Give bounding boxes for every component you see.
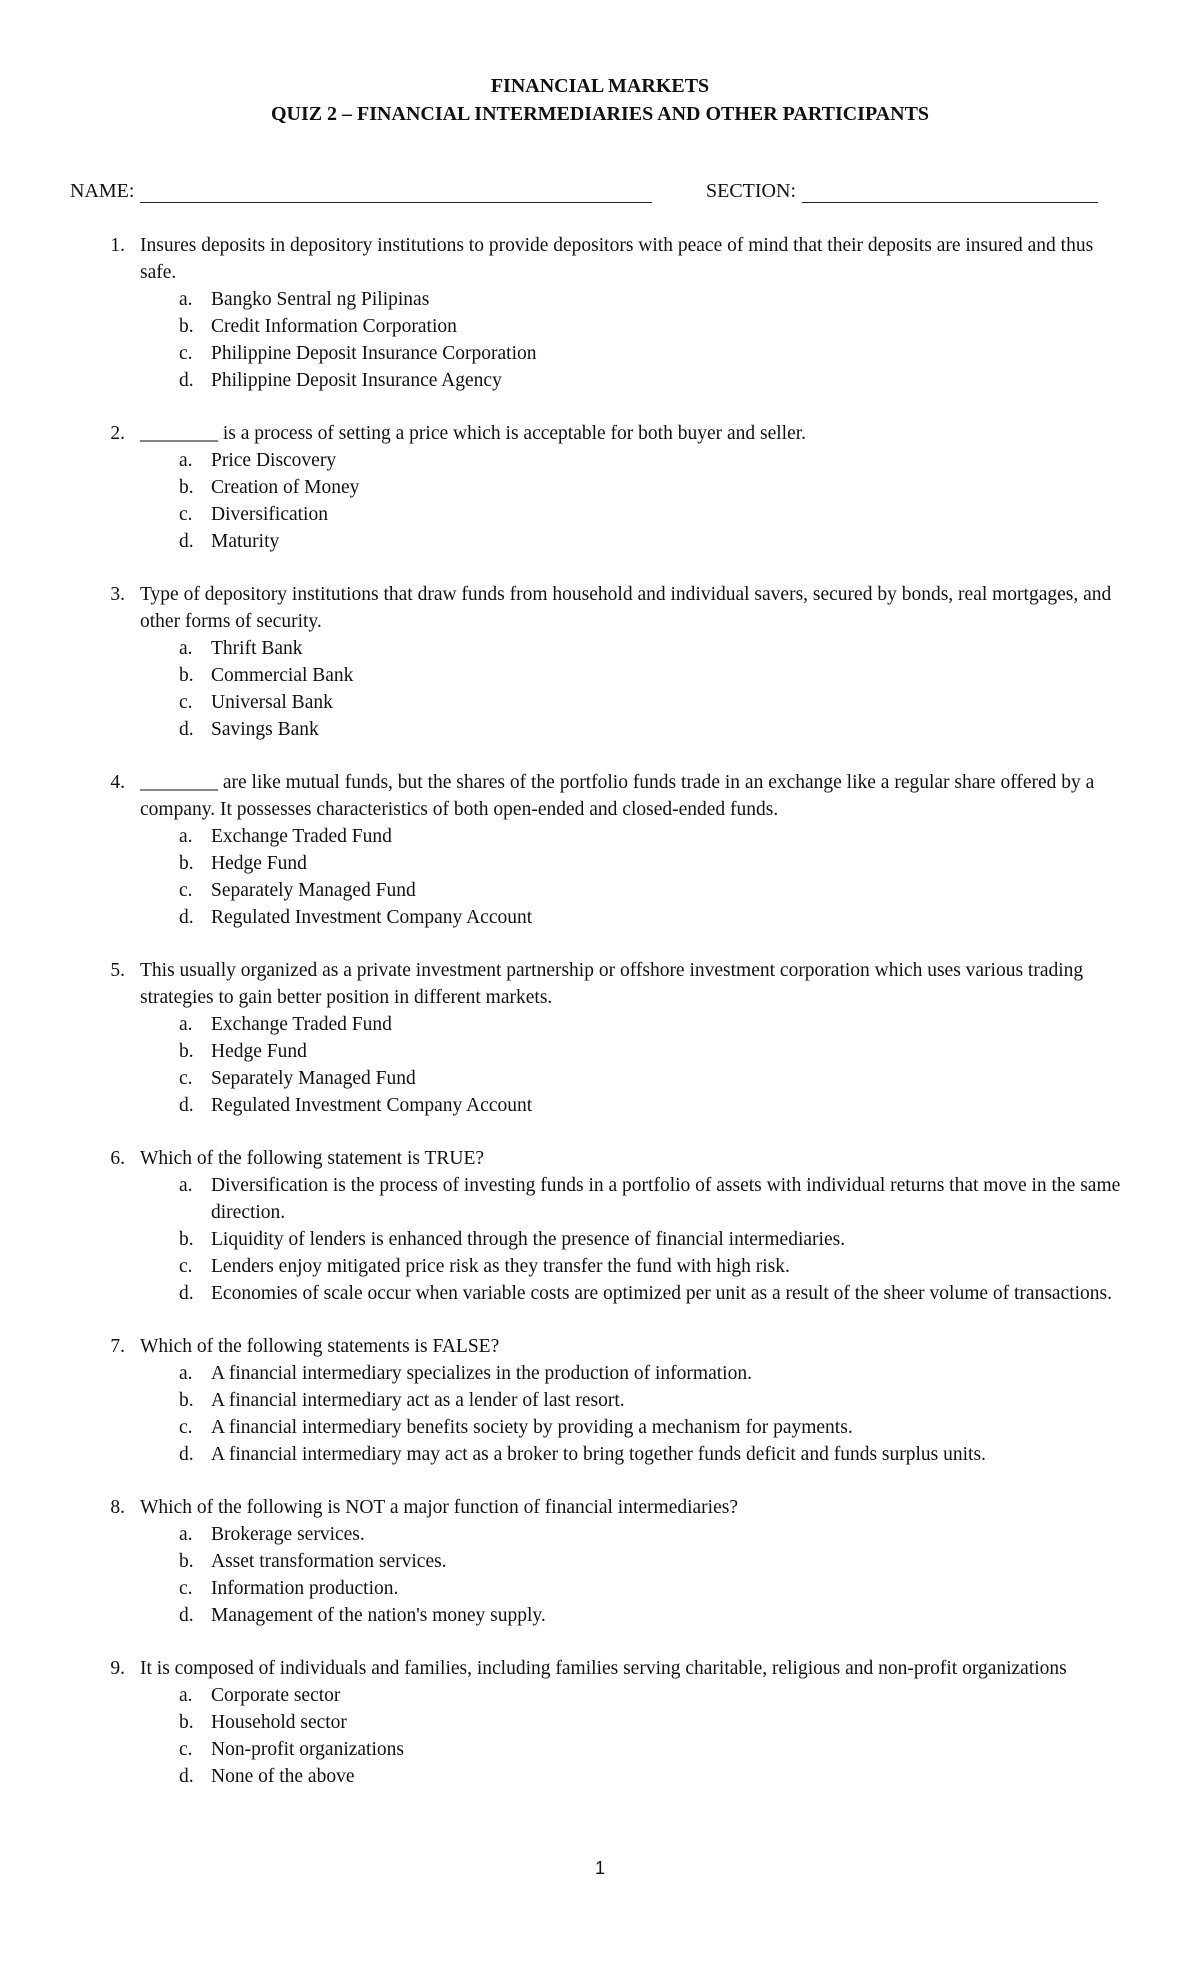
option-letter: a. bbox=[179, 1014, 193, 1035]
answer-option bbox=[140, 823, 1130, 850]
option-text: Brokerage services. bbox=[211, 1524, 365, 1545]
option-text: Hedge Fund bbox=[211, 853, 307, 874]
option-text: A financial intermediary specializes in the production of information. bbox=[211, 1363, 752, 1384]
answer-option bbox=[140, 850, 1130, 877]
option-text: Hedge Fund bbox=[211, 1041, 307, 1062]
answer-option bbox=[140, 1253, 1130, 1280]
option-letter: b. bbox=[179, 665, 194, 686]
answer-options bbox=[140, 823, 1130, 931]
question-text: Insures deposits in depository institutions to provide depositors with peace of mind that their deposits are insured and thus safe. bbox=[140, 235, 1094, 283]
answer-option bbox=[140, 367, 1130, 394]
answer-options bbox=[140, 1172, 1130, 1307]
question-number: 2. bbox=[110, 423, 125, 444]
answer-option bbox=[140, 1011, 1130, 1038]
option-text: Price Discovery bbox=[211, 450, 337, 471]
answer-option bbox=[140, 1682, 1130, 1709]
option-text: Universal Bank bbox=[211, 692, 333, 713]
option-text: Management of the nation's money supply. bbox=[211, 1605, 546, 1626]
question-5 bbox=[105, 957, 1130, 1119]
answer-options bbox=[140, 1521, 1130, 1629]
answer-option bbox=[140, 1065, 1130, 1092]
option-text: Separately Managed Fund bbox=[211, 1068, 416, 1089]
option-text: Lenders enjoy mitigated price risk as they transfer the fund with high risk. bbox=[211, 1256, 790, 1277]
option-text: Economies of scale occur when variable costs are optimized per unit as a result of the sheer volume of transactions. bbox=[211, 1283, 1113, 1304]
option-letter: d. bbox=[179, 531, 194, 552]
option-text: Household sector bbox=[211, 1712, 347, 1733]
answer-options bbox=[140, 1682, 1130, 1790]
answer-option bbox=[140, 662, 1130, 689]
option-letter: c. bbox=[179, 1068, 193, 1089]
option-letter: b. bbox=[179, 1551, 194, 1572]
answer-option bbox=[140, 1441, 1130, 1468]
answer-options bbox=[140, 635, 1130, 743]
option-text: Exchange Traded Fund bbox=[211, 826, 392, 847]
option-text: Non-profit organizations bbox=[211, 1739, 404, 1760]
question-text: Type of depository institutions that draw funds from household and individual savers, secured by bonds, real mortgages, and other forms of security. bbox=[140, 584, 1112, 632]
option-letter: a. bbox=[179, 289, 193, 310]
answer-option bbox=[140, 1038, 1130, 1065]
option-letter: c. bbox=[179, 343, 193, 364]
option-text: Thrift Bank bbox=[211, 638, 303, 659]
answer-option bbox=[140, 1521, 1130, 1548]
title-line-2: QUIZ 2 – FINANCIAL INTERMEDIARIES AND OTHER PARTICIPANTS bbox=[270, 103, 930, 125]
option-text: Philippine Deposit Insurance Corporation bbox=[211, 343, 537, 364]
option-text: Information production. bbox=[211, 1578, 399, 1599]
answer-options bbox=[140, 286, 1130, 394]
option-letter: b. bbox=[179, 853, 194, 874]
option-letter: a. bbox=[179, 1524, 193, 1545]
document-title bbox=[0, 72, 1200, 128]
question-2 bbox=[105, 420, 1130, 555]
answer-option bbox=[140, 313, 1130, 340]
answer-option bbox=[140, 1763, 1130, 1790]
answer-option bbox=[140, 1709, 1130, 1736]
name-blank-line bbox=[140, 180, 652, 203]
question-4 bbox=[105, 769, 1130, 931]
answer-option bbox=[140, 447, 1130, 474]
question-text: ________ is a process of setting a price which is acceptable for both buyer and seller. bbox=[140, 423, 807, 444]
option-letter: c. bbox=[179, 1417, 193, 1438]
answer-option bbox=[140, 1226, 1130, 1253]
question-text: It is composed of individuals and families, including families serving charitable, religious and non-profit organizations bbox=[140, 1658, 1067, 1679]
option-letter: a. bbox=[179, 1685, 193, 1706]
answer-option bbox=[140, 340, 1130, 367]
option-text: None of the above bbox=[211, 1766, 355, 1787]
option-text: A financial intermediary act as a lender of last resort. bbox=[211, 1390, 625, 1411]
question-9 bbox=[105, 1655, 1130, 1790]
option-text: Regulated Investment Company Account bbox=[211, 907, 533, 928]
option-text: Exchange Traded Fund bbox=[211, 1014, 392, 1035]
answer-option bbox=[140, 286, 1130, 313]
option-letter: a. bbox=[179, 826, 193, 847]
option-letter: d. bbox=[179, 1283, 194, 1304]
section-label: SECTION: bbox=[706, 180, 796, 202]
option-text: Credit Information Corporation bbox=[211, 316, 457, 337]
option-letter: a. bbox=[179, 1363, 193, 1384]
answer-option bbox=[140, 1602, 1130, 1629]
answer-option bbox=[140, 904, 1130, 931]
answer-options bbox=[140, 1360, 1130, 1468]
option-letter: c. bbox=[179, 692, 193, 713]
option-letter: d. bbox=[179, 1095, 194, 1116]
option-text: Regulated Investment Company Account bbox=[211, 1095, 533, 1116]
question-number: 4. bbox=[110, 772, 125, 793]
option-letter: d. bbox=[179, 719, 194, 740]
question-number: 3. bbox=[110, 584, 125, 605]
option-letter: a. bbox=[179, 450, 193, 471]
option-text: Corporate sector bbox=[211, 1685, 341, 1706]
answer-option bbox=[140, 716, 1130, 743]
option-letter: a. bbox=[179, 638, 193, 659]
question-number: 9. bbox=[110, 1658, 125, 1679]
answer-option bbox=[140, 1092, 1130, 1119]
answer-option bbox=[140, 1387, 1130, 1414]
option-letter: b. bbox=[179, 477, 194, 498]
answer-option bbox=[140, 528, 1130, 555]
option-letter: a. bbox=[179, 1175, 193, 1196]
question-6 bbox=[105, 1145, 1130, 1307]
question-text: Which of the following is NOT a major function of financial intermediaries? bbox=[140, 1497, 738, 1518]
option-letter: b. bbox=[179, 1390, 194, 1411]
question-number: 6. bbox=[110, 1148, 125, 1169]
option-letter: c. bbox=[179, 880, 193, 901]
answer-option bbox=[140, 474, 1130, 501]
answer-option bbox=[140, 1414, 1130, 1441]
name-field bbox=[70, 180, 652, 203]
option-letter: c. bbox=[179, 504, 193, 525]
answer-options bbox=[140, 1011, 1130, 1119]
option-text: Creation of Money bbox=[211, 477, 360, 498]
question-number: 1. bbox=[110, 235, 125, 256]
answer-option bbox=[140, 1575, 1130, 1602]
answer-option bbox=[140, 689, 1130, 716]
option-text: Asset transformation services. bbox=[211, 1551, 447, 1572]
option-text: Diversification bbox=[211, 504, 328, 525]
question-text: Which of the following statements is FALSE? bbox=[140, 1336, 500, 1357]
option-text: Philippine Deposit Insurance Agency bbox=[211, 370, 502, 391]
option-text: Liquidity of lenders is enhanced through the presence of financial intermediaries. bbox=[211, 1229, 846, 1250]
section-field bbox=[706, 180, 1098, 203]
answer-option bbox=[140, 1172, 1130, 1226]
option-text: A financial intermediary benefits society by providing a mechanism for payments. bbox=[211, 1417, 853, 1438]
option-letter: c. bbox=[179, 1256, 193, 1277]
page-number: 1 bbox=[594, 1858, 605, 1878]
question-1 bbox=[105, 232, 1130, 394]
question-7 bbox=[105, 1333, 1130, 1468]
option-letter: b. bbox=[179, 1712, 194, 1733]
option-letter: d. bbox=[179, 1605, 194, 1626]
answer-option bbox=[140, 1736, 1130, 1763]
question-3 bbox=[105, 581, 1130, 743]
answer-option bbox=[140, 635, 1130, 662]
answer-option bbox=[140, 1548, 1130, 1575]
question-text: Which of the following statement is TRUE? bbox=[140, 1148, 485, 1169]
title-line-1: FINANCIAL MARKETS bbox=[490, 75, 710, 97]
answer-option bbox=[140, 501, 1130, 528]
option-letter: d. bbox=[179, 370, 194, 391]
option-text: Commercial Bank bbox=[211, 665, 354, 686]
name-label: NAME: bbox=[70, 180, 135, 202]
option-letter: b. bbox=[179, 1041, 194, 1062]
option-letter: c. bbox=[179, 1578, 193, 1599]
option-letter: b. bbox=[179, 1229, 194, 1250]
option-text: Separately Managed Fund bbox=[211, 880, 416, 901]
answer-options bbox=[140, 447, 1130, 555]
option-letter: d. bbox=[179, 1766, 194, 1787]
question-text: This usually organized as a private investment partnership or offshore investment corporation which uses various trading strategies to gain better position in different markets. bbox=[140, 960, 1084, 1008]
option-letter: d. bbox=[179, 907, 194, 928]
answer-option bbox=[140, 1360, 1130, 1387]
question-8 bbox=[105, 1494, 1130, 1629]
option-text: Bangko Sentral ng Pilipinas bbox=[211, 289, 430, 310]
question-text: ________ are like mutual funds, but the shares of the portfolio funds trade in an exchange like a regular share offered by a company. It possesses characteristics of both open-ended and closed-ended funds. bbox=[140, 772, 1095, 820]
question-list bbox=[105, 232, 1130, 1816]
question-number: 8. bbox=[110, 1497, 125, 1518]
option-letter: c. bbox=[179, 1739, 193, 1760]
answer-option bbox=[140, 1280, 1130, 1307]
option-letter: b. bbox=[179, 316, 194, 337]
option-text: Savings Bank bbox=[211, 719, 319, 740]
option-letter: d. bbox=[179, 1444, 194, 1465]
option-text: Maturity bbox=[211, 531, 280, 552]
section-blank-line bbox=[802, 180, 1098, 203]
student-info-fields bbox=[70, 180, 1130, 210]
question-number: 5. bbox=[110, 960, 125, 981]
option-text: Diversification is the process of investing funds in a portfolio of assets with individual returns that move in the same direction. bbox=[211, 1175, 1121, 1223]
answer-option bbox=[140, 877, 1130, 904]
question-number: 7. bbox=[110, 1336, 125, 1357]
option-text: A financial intermediary may act as a broker to bring together funds deficit and funds surplus units. bbox=[211, 1444, 986, 1465]
